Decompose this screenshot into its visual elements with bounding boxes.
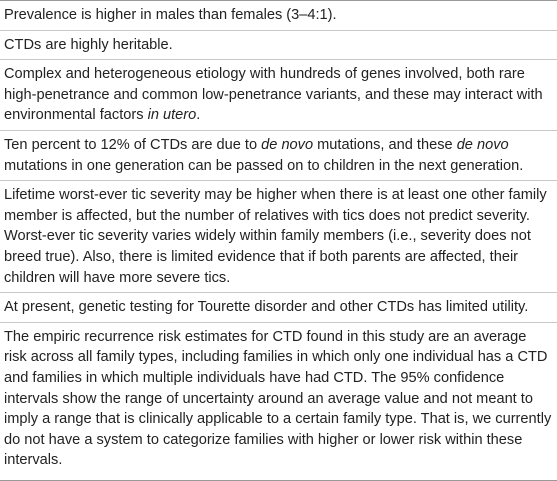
table-row [0, 323, 557, 475]
table-row [0, 31, 557, 61]
row-text: Complex and heterogeneous etiology with hundreds of genes involved, both rare high-penetrance and common low-penetrance variants, and these may interact with environmental factors in utero. [4, 66, 543, 124]
row-text: The empiric recurrence risk estimates for CTD found in this study are an average risk across all family types, including families in which only one individual has a CTD and families in which multiple individuals have had CTD. The 95% confidence intervals show the range of uncertainty around an average value and not meant to imply a range that is clinically applicable to a certain family type. That is, we currently do not have a system to categorize families with higher or lower risk within these intervals. [4, 328, 552, 469]
table-row [0, 1, 557, 31]
italic-term: in utero [147, 107, 197, 124]
row-text: At present, genetic testing for Tourette disorder and other CTDs has limited utility. [4, 299, 529, 316]
table-row [0, 60, 557, 131]
table-row [0, 181, 557, 293]
row-text: Prevalence is higher in males than females (3–4:1). [4, 7, 337, 23]
table-row [0, 293, 557, 323]
italic-term: de novo [261, 136, 314, 153]
row-text: Lifetime worst-ever tic severity may be higher when there is at least one other family member is affected, but the number of relatives with tics does not predict severity. Worst-ever tic severity varies widely within family members (i.e., severity does not breed true). Also, there is limited evidence that if both parents are affected, their children will have more severe tics. [4, 187, 547, 286]
table-row [0, 131, 557, 181]
row-text: CTDs are highly heritable. [4, 36, 173, 53]
row-text: Ten percent to 12% of CTDs are due to de novo mutations, and these de novo mutations in one generation can be passed on to children in the next generation. [4, 136, 524, 174]
italic-term: de novo [456, 136, 509, 153]
